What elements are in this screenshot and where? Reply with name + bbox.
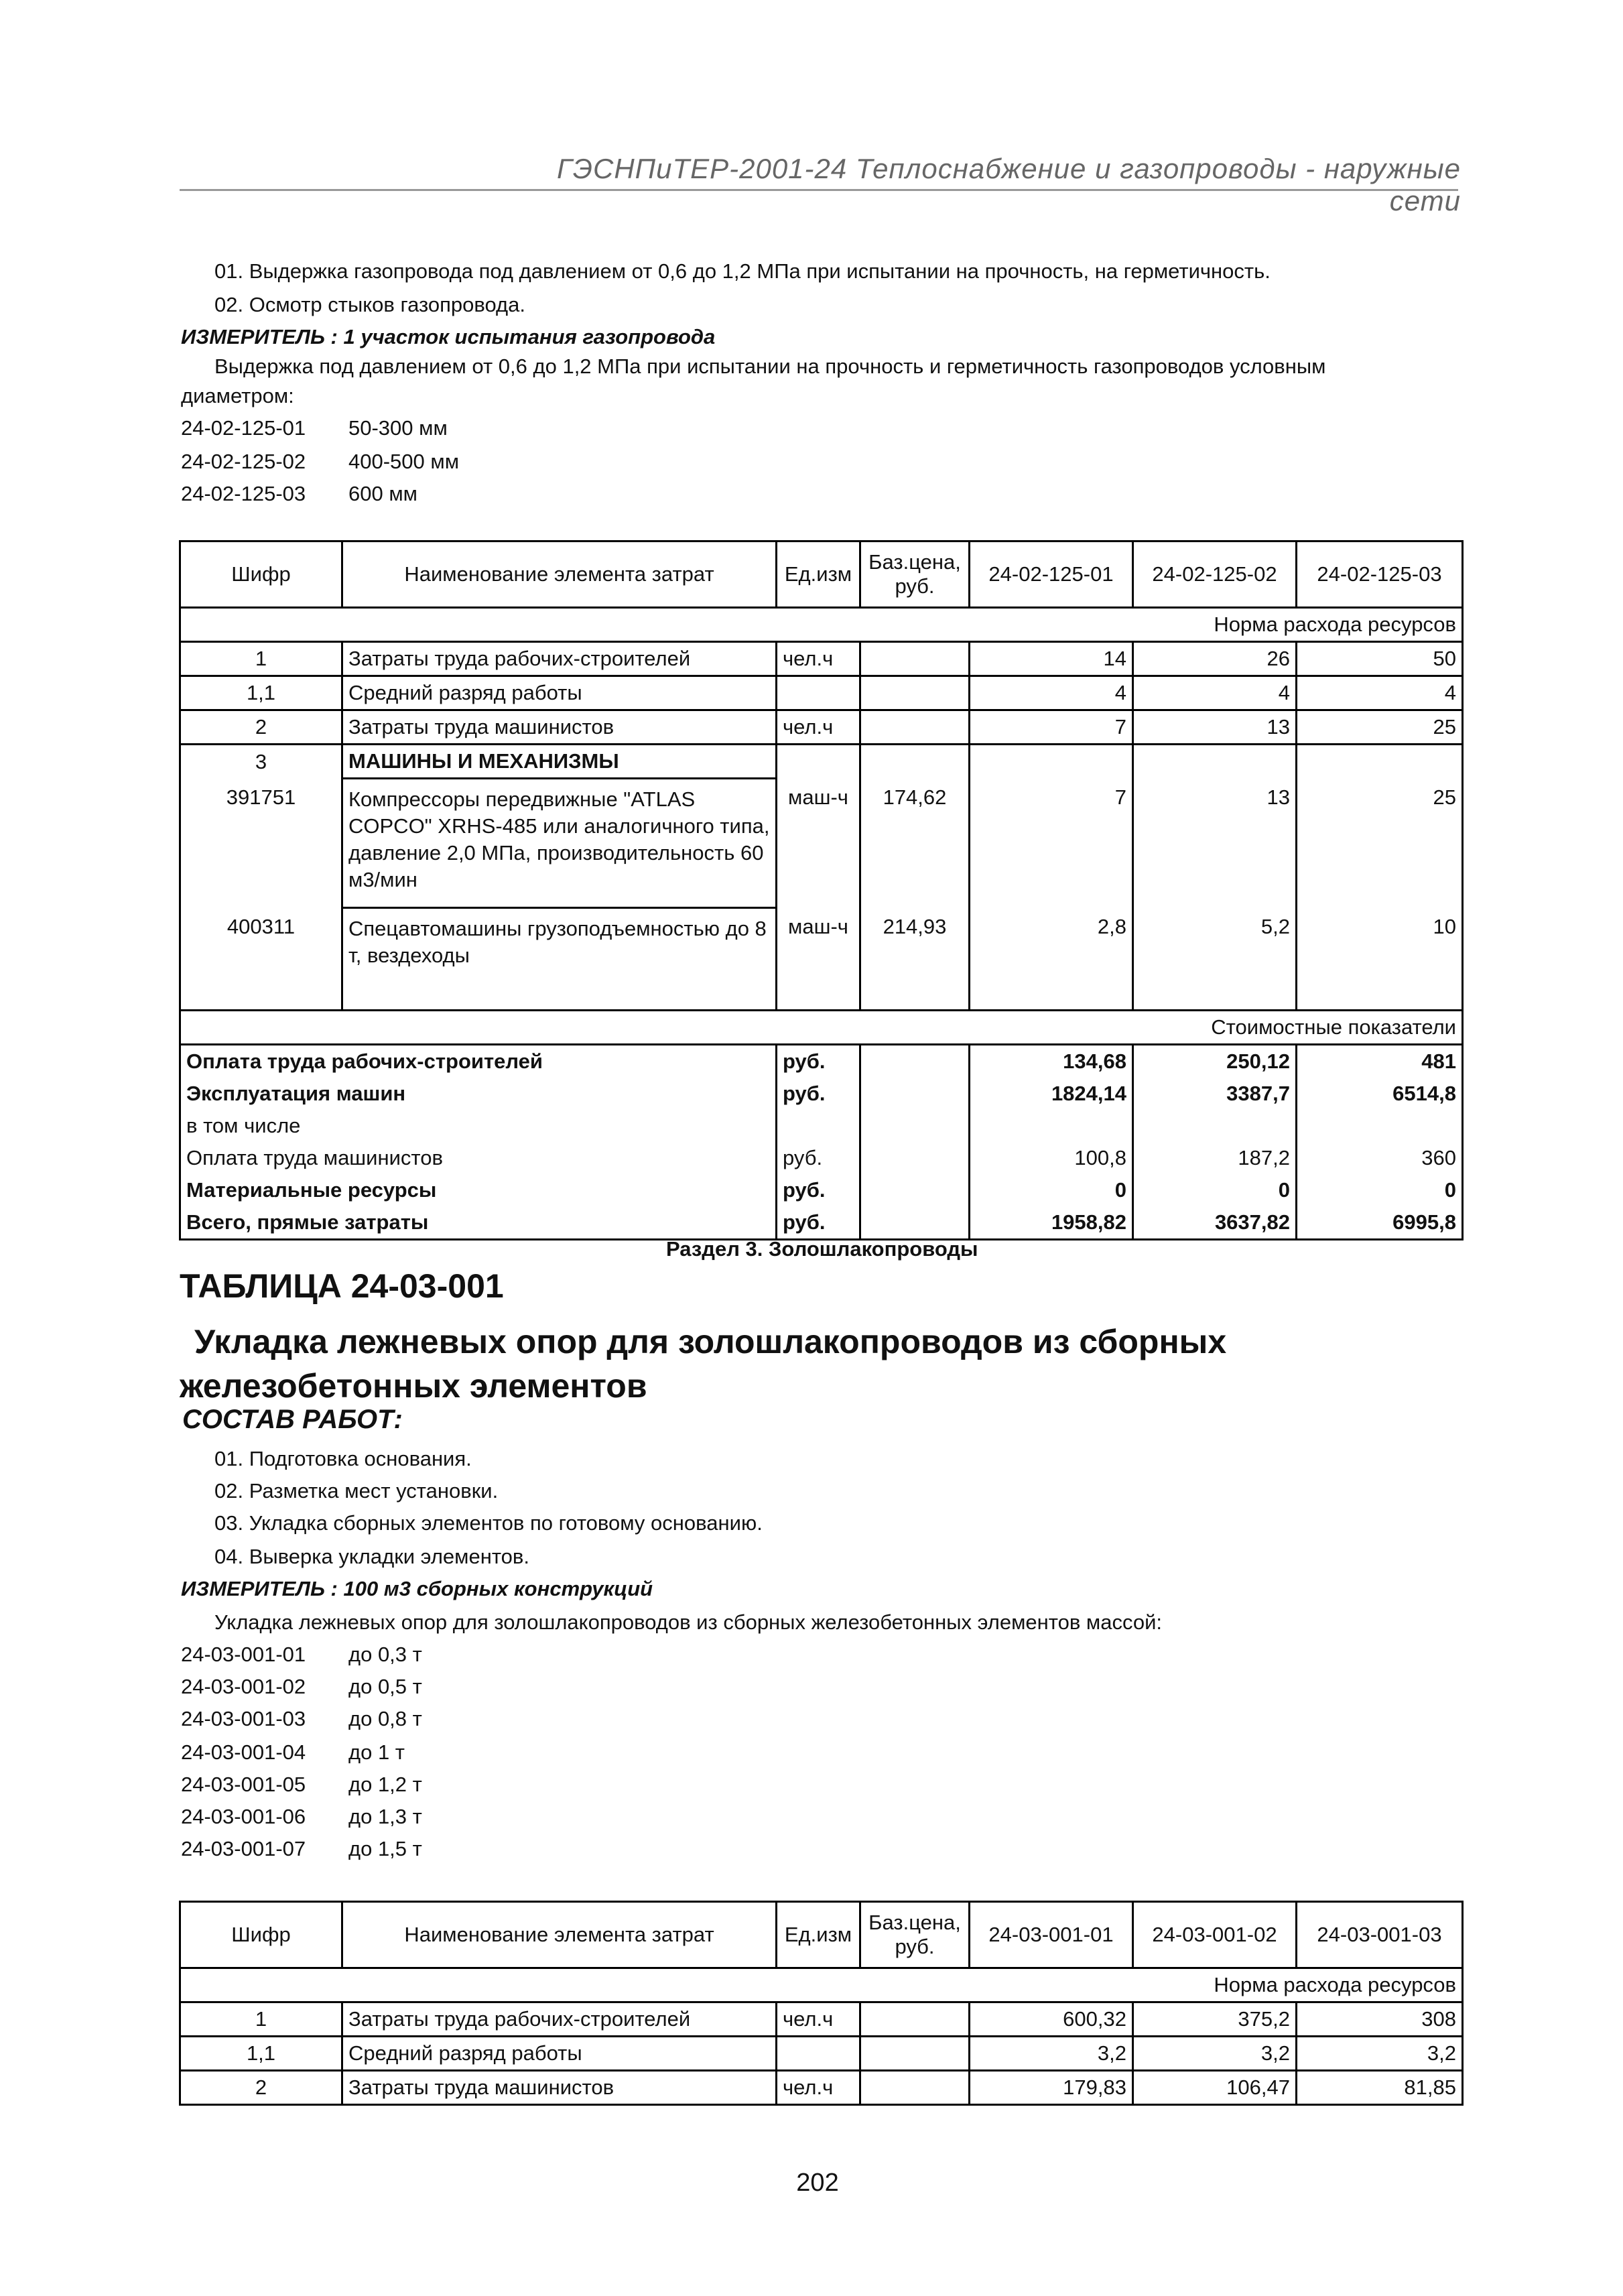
section-label: Раздел 3. Золошлакопроводы xyxy=(666,1237,978,1261)
code-item: 24-03-001-01 до 0,3 т xyxy=(181,1643,422,1666)
col-code-3: 24-02-125-03 xyxy=(1297,541,1463,608)
table-title: ТАБЛИЦА 24-03-001 xyxy=(180,1267,504,1305)
code-item: 24-03-001-03 до 0,8 т xyxy=(181,1707,422,1730)
table-row: 1,1 Средний разряд работы 4 4 4 xyxy=(180,676,1463,710)
cost-row: Эксплуатация машин руб. 1824,14 3387,7 6514,8 xyxy=(180,1078,1463,1110)
col-code-3: 24-03-001-03 xyxy=(1297,1902,1463,1968)
code-item: 24-03-001-04 до 1 т xyxy=(181,1740,405,1764)
code-item: 24-02-125-01 50-300 мм xyxy=(181,416,448,440)
norm-label: Норма расхода ресурсов xyxy=(180,1968,1463,2002)
cost-row: Оплата труда машинистов руб. 100,8 187,2 360 xyxy=(180,1142,1463,1174)
code-item: 24-03-001-02 до 0,5 т xyxy=(181,1675,422,1698)
cost-label-row xyxy=(180,1011,1463,1045)
code-item: 24-03-001-07 до 1,5 т xyxy=(181,1837,422,1860)
col-code-1: 24-02-125-01 xyxy=(970,541,1133,608)
intro-line: Укладка лежневых опор для золошлакопроводов из сборных железобетонных элементов массой: xyxy=(214,1610,1162,1634)
table-row: 1 Затраты труда рабочих-строителей чел.ч 14 26 50 xyxy=(180,642,1463,676)
section-title: Укладка лежневых опор для золошлакопроводов из сборных xyxy=(194,1323,1227,1360)
table-row: 400311 Спецавтомашины грузоподъемностью до 8 т, вездеходы маш-ч 214,93 2,8 5,2 10 xyxy=(180,908,1463,1011)
col-price: Баз.цена, руб. xyxy=(860,1902,970,1968)
work-item: 01. Подготовка основания. xyxy=(214,1447,472,1470)
intro-line: диаметром: xyxy=(181,384,294,407)
resource-table-1 xyxy=(179,540,1464,1240)
norm-label: Норма расхода ресурсов xyxy=(180,608,1463,642)
intro-line: Выдержка под давлением от 0,6 до 1,2 МПа при испытании на прочность и герметичность газопроводов условным xyxy=(214,355,1326,378)
resource-table-2 xyxy=(179,1901,1464,2106)
cost-row: в том числе xyxy=(180,1110,1463,1142)
header-rule xyxy=(180,189,1458,191)
col-code-2: 24-03-001-02 xyxy=(1133,1902,1297,1968)
page-number: 202 xyxy=(796,2169,839,2197)
table-row: 391751 Компрессоры передвижные "ATLAS COPCO" XRHS-485 или аналогичного типа, давление 2,0 МПа, производительность 60 м3/мин маш-ч 174,62 7 13 25 xyxy=(180,779,1463,908)
col-name: Наименование элемента затрат xyxy=(342,541,777,608)
table-row: 1,1 Средний разряд работы 3,2 3,2 3,2 xyxy=(180,2037,1463,2071)
code-item: 24-02-125-02 400-500 мм xyxy=(181,450,460,473)
col-shifr: Шифр xyxy=(180,541,342,608)
norm-row xyxy=(180,1968,1463,2002)
running-header: ГЭСНПиТЕР-2001-24 Теплоснабжение и газопроводы - наружные сети xyxy=(557,153,1461,216)
col-name: Наименование элемента затрат xyxy=(342,1902,777,1968)
cost-row: Материальные ресурсы руб. 0 0 0 xyxy=(180,1174,1463,1206)
cost-row: Всего, прямые затраты руб. 1958,82 3637,82 6995,8 xyxy=(180,1206,1463,1240)
table-header-row xyxy=(180,1902,1463,1968)
cost-label: Стоимостные показатели xyxy=(180,1011,1463,1045)
col-code-2: 24-02-125-02 xyxy=(1133,541,1297,608)
composition-heading: СОСТАВ РАБОТ: xyxy=(182,1405,403,1434)
table-row: 2 Затраты труда машинистов чел.ч 179,83 106,47 81,85 xyxy=(180,2071,1463,2105)
work-item: 01. Выдержка газопровода под давлением от 0,6 до 1,2 МПа при испытании на прочность, на герметичность. xyxy=(214,259,1271,283)
code-item: 24-02-125-03 600 мм xyxy=(181,482,417,505)
meter-label: ИЗМЕРИТЕЛЬ : 100 м3 сборных конструкций xyxy=(181,1577,653,1600)
group-row: 3 МАШИНЫ И МЕХАНИЗМЫ xyxy=(180,745,1463,779)
code-item: 24-03-001-06 до 1,3 т xyxy=(181,1805,422,1828)
code-item: 24-03-001-05 до 1,2 т xyxy=(181,1773,422,1796)
work-item: 04. Выверка укладки элементов. xyxy=(214,1545,529,1568)
work-item: 02. Осмотр стыков газопровода. xyxy=(214,293,525,316)
cost-row: Оплата труда рабочих-строителей руб. 134,68 250,12 481 xyxy=(180,1045,1463,1078)
col-code-1: 24-03-001-01 xyxy=(970,1902,1133,1968)
table-row: 2 Затраты труда машинистов чел.ч 7 13 25 xyxy=(180,710,1463,745)
section-title: железобетонных элементов xyxy=(180,1367,647,1405)
col-shifr: Шифр xyxy=(180,1902,342,1968)
table-row: 1 Затраты труда рабочих-строителей чел.ч 600,32 375,2 308 xyxy=(180,2002,1463,2037)
meter-label: ИЗМЕРИТЕЛЬ : 1 участок испытания газопровода xyxy=(181,325,716,348)
table-header-row xyxy=(180,541,1463,608)
work-item: 03. Укладка сборных элементов по готовому основанию. xyxy=(214,1511,763,1535)
col-price: Баз.цена, руб. xyxy=(860,541,970,608)
col-unit: Ед.изм xyxy=(777,1902,860,1968)
norm-row xyxy=(180,608,1463,642)
work-item: 02. Разметка мест установки. xyxy=(214,1479,499,1503)
col-unit: Ед.изм xyxy=(777,541,860,608)
